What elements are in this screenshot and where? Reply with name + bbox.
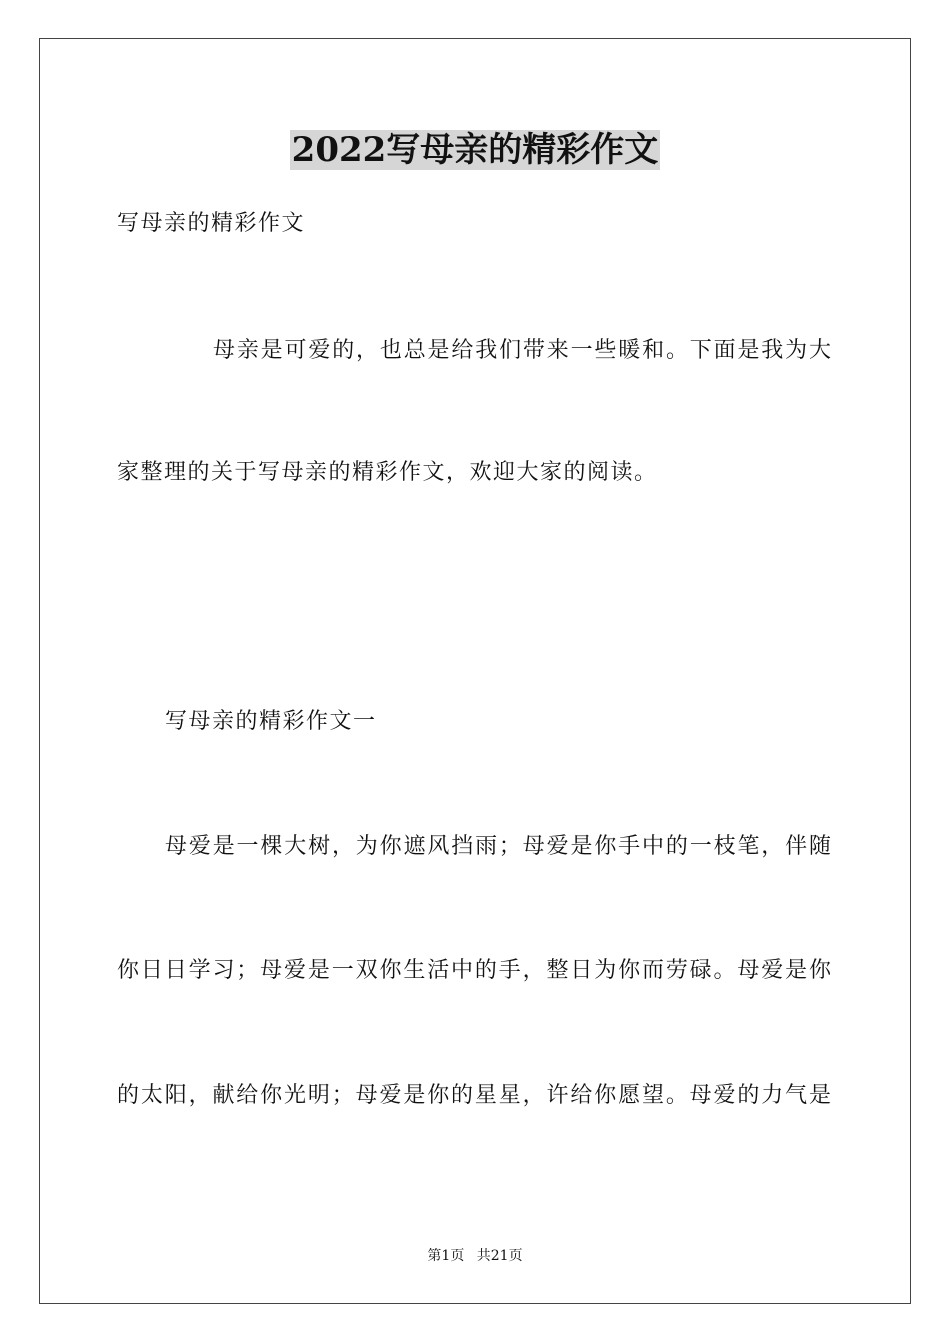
body-line-1: 母爱是一棵大树，为你遮风挡雨；母爱是你手中的一枝笔，伴随 [165, 834, 831, 859]
body-line-2: 你日日学习；母爱是一双你生活中的手，整日为你而劳碌。母爱是你 [117, 958, 831, 983]
section-heading: 写母亲的精彩作文一 [165, 709, 377, 734]
document-title-wrapper [0, 128, 950, 172]
intro-line-2: 家整理的关于写母亲的精彩作文，欢迎大家的阅读。 [117, 460, 658, 485]
body-line-3: 的太阳，献给你光明；母爱是你的星星，许给你愿望。母爱的力气是 [117, 1083, 831, 1108]
intro-line-1: 母亲是可爱的，也总是给我们带来一些暖和。下面是我为大 [213, 338, 831, 363]
document-title: 2022写母亲的精彩作文 [291, 130, 659, 170]
document-subtitle: 写母亲的精彩作文 [117, 211, 306, 236]
page-footer: 第1页 共21页 [427, 1248, 523, 1264]
